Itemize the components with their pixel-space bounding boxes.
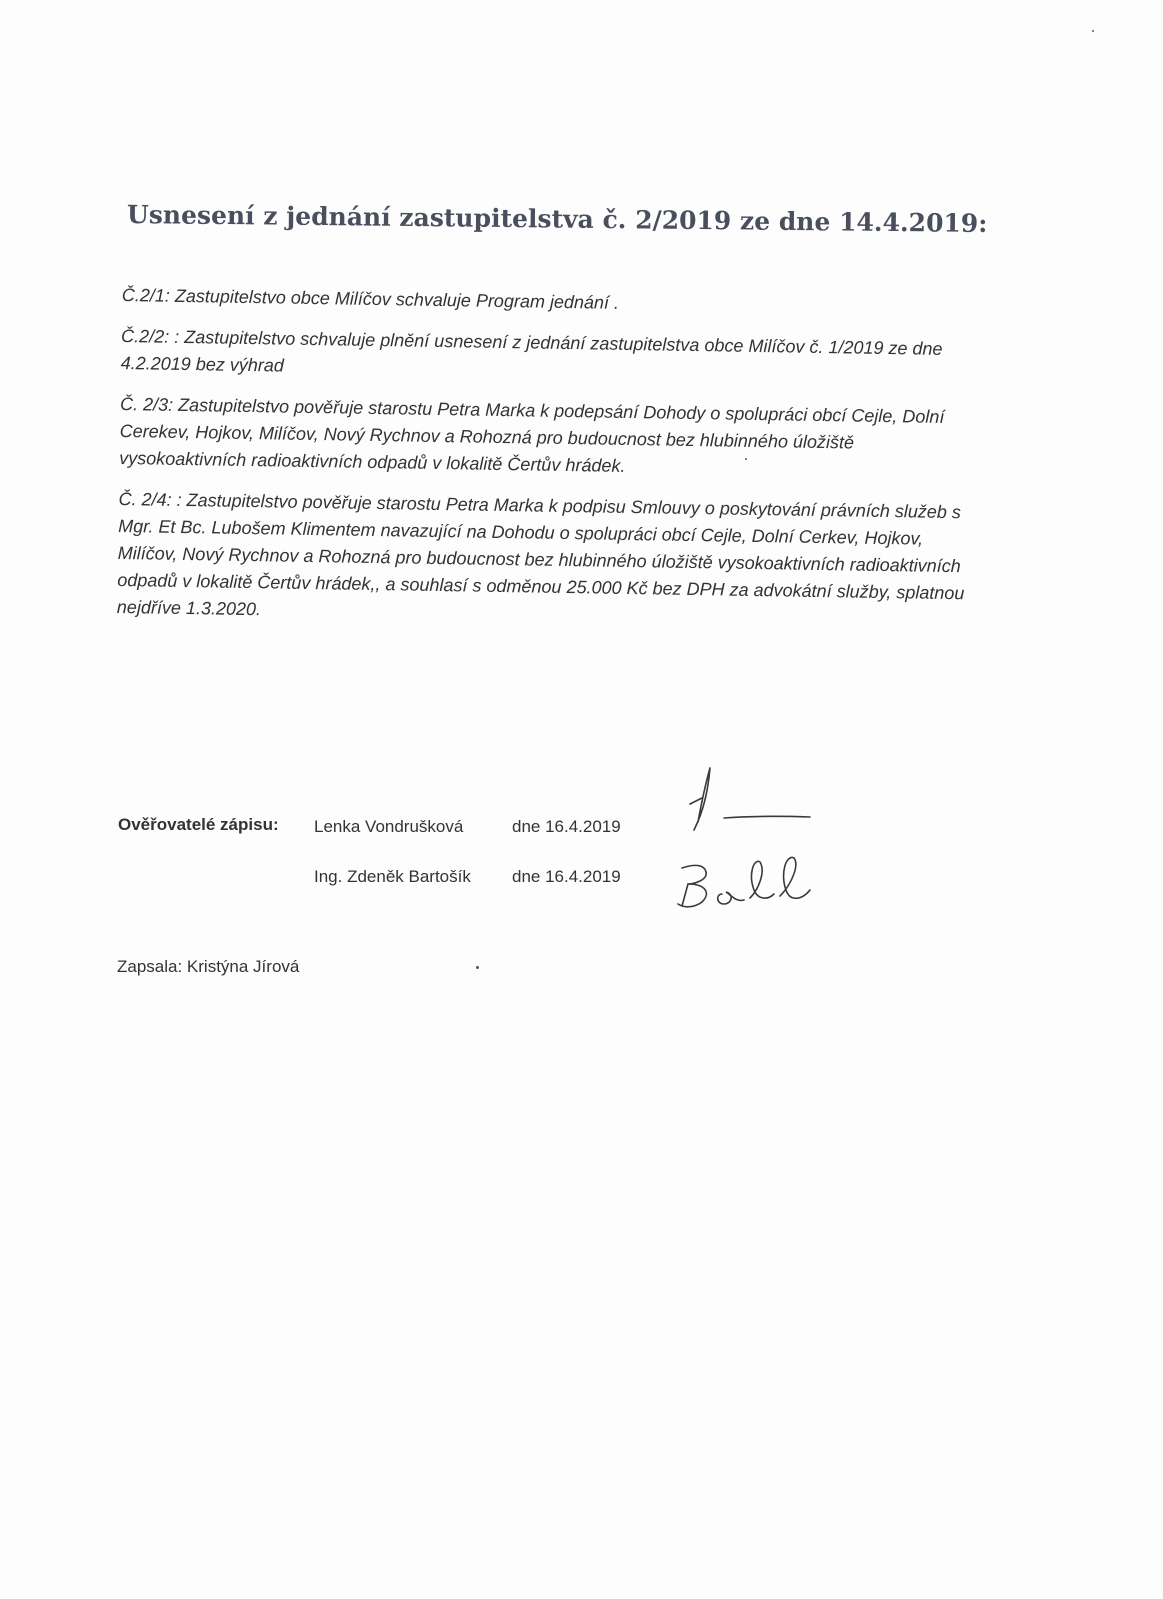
verifier-date: dne 16.4.2019 bbox=[512, 817, 621, 836]
document-title: Usnesení z jednání zastupitelstva č. 2/2019 ze dne 14.4.2019: bbox=[126, 200, 988, 239]
recorder-line: Zapsala: Kristýna Jírová bbox=[117, 957, 300, 976]
speck bbox=[476, 966, 479, 969]
resolution-item: Č. 2/4: : Zastupitelstvo pověřuje starostu Petra Marka k podpisu Smlouvy o poskytování právních služeb s Mgr. Et Bc. Lubošem Klimentem navazující na Dohodu o spolupráci obcí Cejle, Dolní Cerkev, Hojkov, Milíčov, Nový Rychnov a Rohozná pro budoucnost bez hlubinného úložiště vysokoaktivních radioaktivních odpadů v lokalitě Čertův hrádek,, a souhlasí s odměnou 25.000 Kč bez DPH za advokátní služby, splatnou nejdříve 1.3.2020. bbox=[116, 488, 965, 620]
signature-2 bbox=[670, 850, 840, 920]
verifier-name: Ing. Zdeněk Bartošík bbox=[314, 867, 471, 886]
resolution-item: Č.2/2: : Zastupitelstvo schvaluje plnění usnesení z jednání zastupitelstva obce Milíčov č. 1/2019 ze dne 4.2.2019 bez výhrad bbox=[120, 325, 943, 376]
signature-1 bbox=[680, 760, 820, 840]
verifiers-label: Ověřovatelé zápisu: bbox=[118, 815, 279, 834]
speck bbox=[745, 458, 747, 460]
resolution-item: Č. 2/3: Zastupitelstvo pověřuje starostu Petra Marka k podepsání Dohody o spolupráci obcí Cejle, Dolní Cerekev, Hojkov, Milíčov, Nový Rychnov a Rohozná pro budoucnost bez hlubinného úložiště vysokoaktivních radioaktivních odpadů v lokalitě Čertův hrádek. bbox=[119, 393, 945, 476]
resolution-item: Č.2/1: Zastupitelstvo obce Milíčov schvaluje Program jednání . bbox=[121, 284, 620, 313]
resolution-list bbox=[116, 282, 981, 648]
speck bbox=[1092, 30, 1094, 32]
verifier-name: Lenka Vondrušková bbox=[314, 817, 464, 836]
verifier-date: dne 16.4.2019 bbox=[512, 867, 621, 886]
